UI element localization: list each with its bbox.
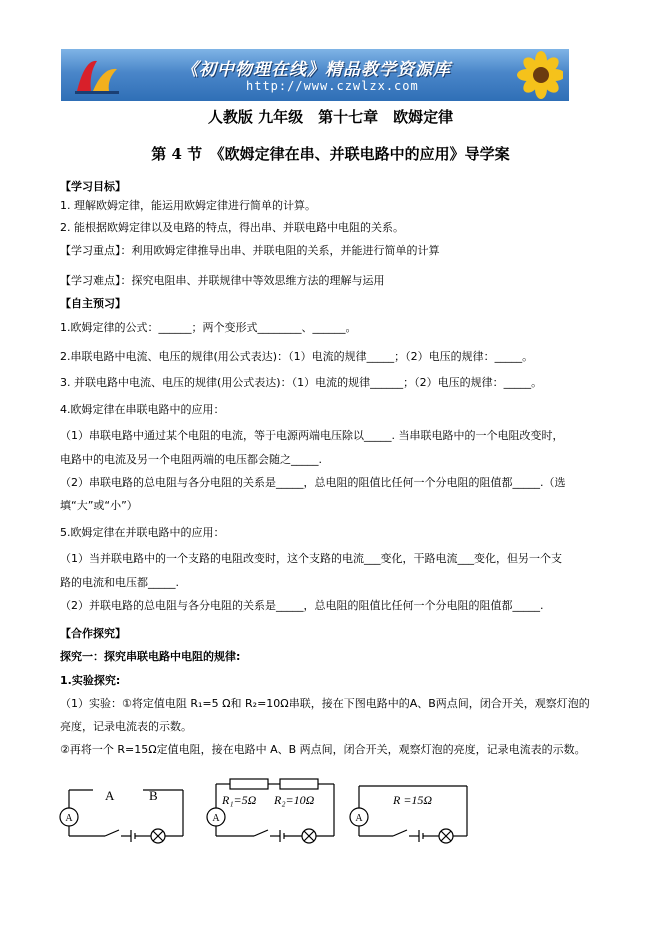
section-title: 第 4 节 《欧姆定律在串、并联电路中的应用》导学案 (151, 145, 510, 163)
banner-url[interactable]: http://www.czwlzx.com (246, 79, 419, 93)
preview-q3: 3. 并联电路中电流、电压的规律(用公式表达)：（1）电流的规律______；（2）电压的规律：_____。 (60, 376, 543, 389)
preview-q5-1b: 路的电流和电压都_____. (60, 576, 179, 589)
r1-label: R₁=5Ω (222, 793, 257, 807)
circuit-diagram-2 (202, 774, 342, 850)
difficulty: 【学习难点】：探究电阻串、并联规律中等效思维方法的理解与运用 (60, 274, 385, 287)
preview-q5: 5.欧姆定律在并联电路中的应用： (60, 526, 225, 539)
sunflower-icon (503, 51, 563, 99)
preview-q4-2a: （2）串联电路的总电阻与各分电阻的关系是_____，总电阻的阻值比任何一个分电阻的阻值都_____.（选 (60, 476, 566, 489)
logo-icon (67, 53, 125, 97)
experiment-step-1a: （1）实验：①将定值电阻 R₁=5 Ω和 R₂=10Ω串联，接在下图电路中的A、B两点间，闭合开关，观察灯泡的 (60, 697, 590, 710)
circuit-diagram-3 (345, 776, 475, 850)
key-point: 【学习重点】：利用欧姆定律推导出串、并联电阻的关系，并能进行简单的计算 (60, 244, 440, 257)
preview-q1: 1.欧姆定律的公式：______；两个变形式________、______。 (60, 321, 357, 334)
ammeter-label-2: A (212, 813, 220, 824)
circuit-diagram-1 (55, 780, 190, 850)
point-a-label: A (105, 788, 115, 803)
preview-q4-1a: （1）串联电路中通过某个电阻的电流，等于电源两端电压除以_____. 当串联电路中的一个电阻改变时， (60, 429, 564, 442)
r-label: R =15Ω (393, 793, 433, 807)
experiment-title: 1.实验探究: (60, 674, 121, 687)
preview-q5-1a: （1）当并联电路中的一个支路的电阻改变时，这个支路的电流___变化，干路电流___变化，但另一个支 (60, 552, 562, 565)
preview-q4-2b: 填“大”或“小”） (60, 499, 138, 512)
preview-q4: 4.欧姆定律在串联电路中的应用： (60, 403, 225, 416)
preview-q2: 2.串联电路中电流、电压的规律(用公式表达)：（1）电流的规律_____；（2）电压的规律：_____。 (60, 350, 534, 363)
header-banner (61, 49, 569, 101)
explore-1-title: 探究一：探究串联电路中电阻的规律: (60, 650, 241, 663)
heading-objectives: 【学习目标】 (60, 180, 126, 193)
heading-cooperation: 【合作探究】 (60, 627, 126, 640)
experiment-step-1b: 亮度，记录电流表的示数。 (60, 720, 192, 733)
preview-q5-2: （2）并联电路的总电阻与各分电阻的关系是_____，总电阻的阻值比任何一个分电阻的阻值都_____. (60, 599, 544, 612)
banner-title: 《初中物理在线》精品教学资源库 (181, 60, 451, 80)
experiment-step-2: ②再将一个 R=15Ω定值电阻，接在电路中 A、B 两点间，闭合开关，观察灯泡的亮度，记录电流表的示数。 (60, 743, 586, 756)
heading-preview: 【自主预习】 (60, 297, 126, 310)
chapter-title: 人教版 九年级 第十七章 欧姆定律 (207, 108, 454, 126)
objective-2: 2. 能根据欧姆定律以及电路的特点，得出串、并联电路中电阻的关系。 (60, 221, 404, 234)
ammeter-label-1: A (65, 813, 73, 824)
preview-q4-1b: 电路中的电流及另一个电阻两端的电压都会随之_____. (60, 453, 322, 466)
objective-1: 1. 理解欧姆定律，能运用欧姆定律进行简单的计算。 (60, 199, 316, 212)
ammeter-label-3: A (355, 813, 363, 824)
point-b-label: B (149, 788, 158, 803)
r2-label: R₂=10Ω (274, 793, 315, 807)
